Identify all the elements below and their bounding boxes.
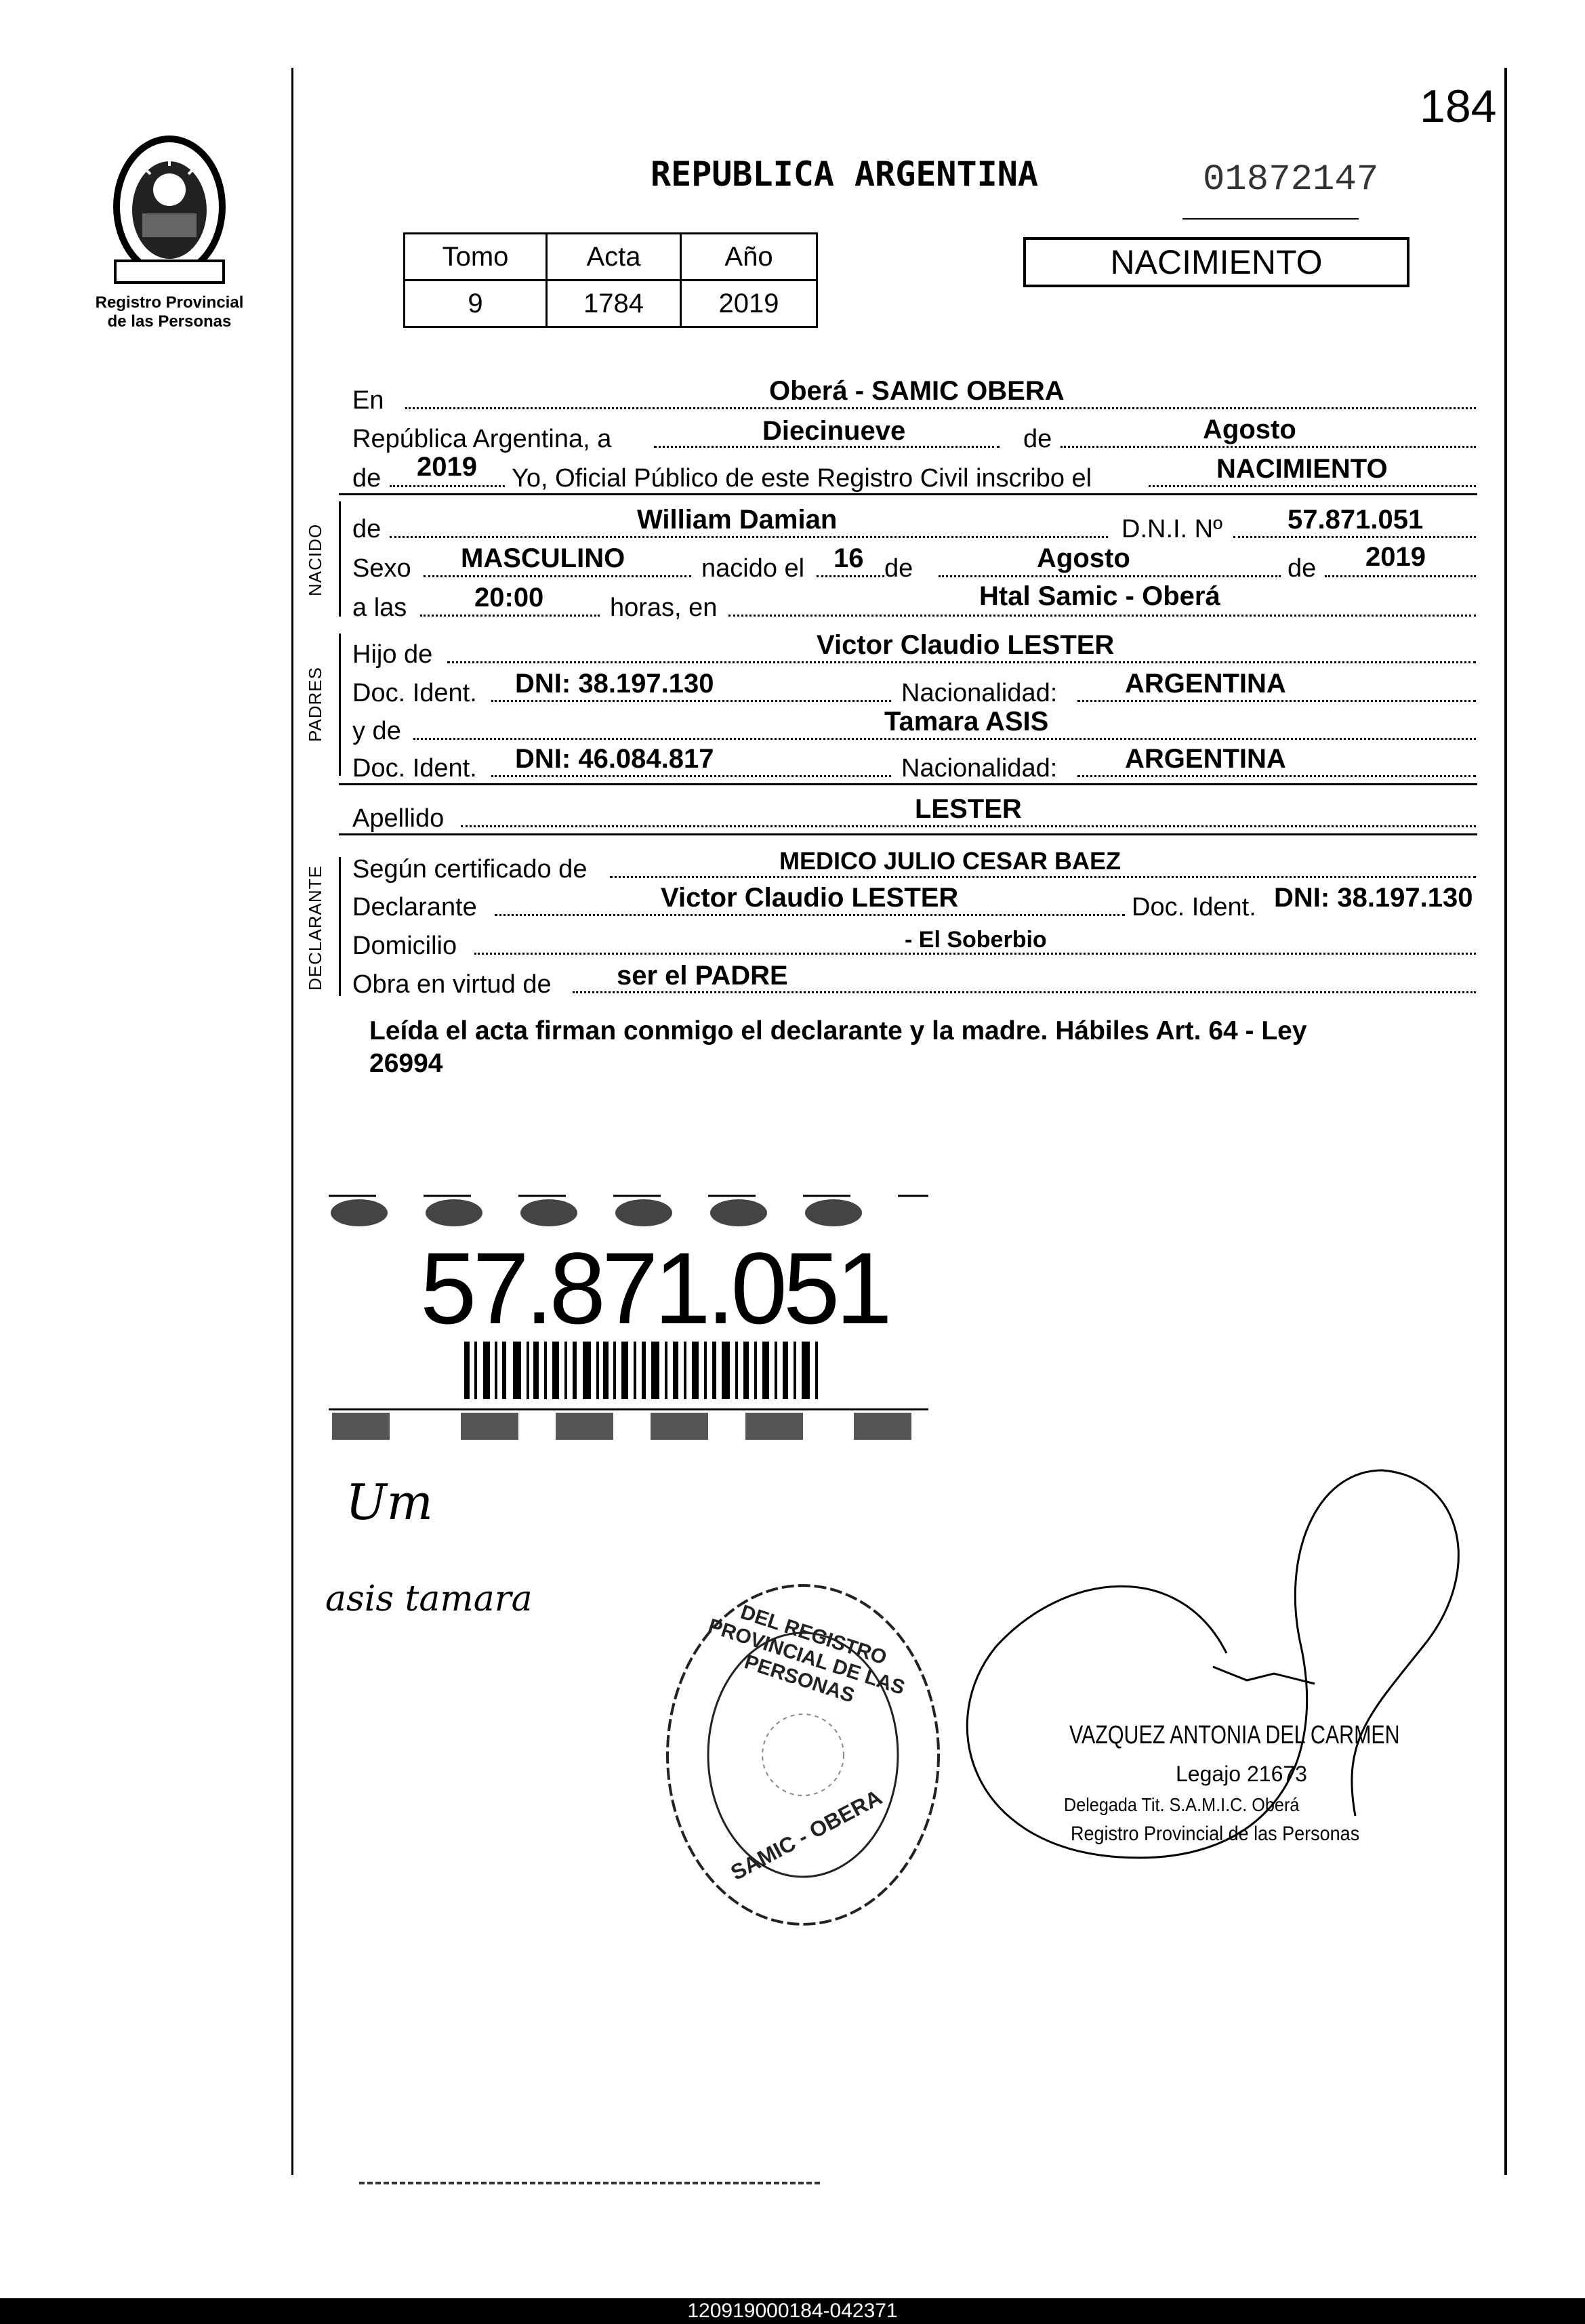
- born-de-label: de: [352, 515, 382, 543]
- declarante-bracket: [339, 857, 341, 996]
- record-type-box: NACIMIENTO: [1023, 237, 1409, 287]
- born-day: 16: [833, 543, 864, 573]
- mother-nat-label: Nacionalidad:: [901, 754, 1058, 783]
- acta-header: Acta: [547, 234, 681, 281]
- declarant-dots: [495, 914, 1125, 916]
- born-month-dots: [939, 575, 1281, 577]
- anio-value: 2019: [681, 281, 817, 327]
- month-dots: [1061, 446, 1476, 448]
- acts-label: Obra en virtud de: [352, 970, 552, 999]
- dni-label: D.N.I. Nº: [1121, 515, 1222, 543]
- cert-value: MEDICO JULIO CESAR BAEZ: [779, 847, 1121, 875]
- tomo-header: Tomo: [405, 234, 547, 281]
- year-value: 2019: [417, 452, 477, 482]
- father-value: Victor Claudio LESTER: [817, 630, 1115, 660]
- section-divider-3: [339, 833, 1477, 835]
- padres-bracket: [339, 634, 341, 776]
- father-dots: [447, 661, 1476, 663]
- record-value: NACIMIENTO: [1216, 454, 1388, 484]
- volume-table: [403, 232, 818, 328]
- en-value: Oberá - SAMIC OBERA: [769, 376, 1065, 406]
- name-value: William Damian: [637, 505, 838, 535]
- declarant-label: Declarante: [352, 893, 477, 921]
- page-number: 184: [1420, 81, 1497, 132]
- father-doc-label: Doc. Ident.: [352, 679, 477, 707]
- father-nat-dots: [1077, 700, 1476, 702]
- padres-side-label: PADRES: [305, 667, 325, 742]
- father-nat: ARGENTINA: [1125, 669, 1286, 699]
- handwritten-signature-2: asis tamara: [325, 1579, 533, 1619]
- sticker-dni-number: 57.871.051: [420, 1231, 888, 1345]
- time-value: 20:00: [474, 583, 544, 613]
- section-divider-1: [339, 493, 1477, 495]
- name-dots: [390, 536, 1108, 538]
- republic-label: República Argentina, a: [352, 425, 612, 453]
- declarant-doc-label: Doc. Ident.: [1132, 893, 1256, 921]
- surname-dots: [461, 825, 1476, 827]
- father-doc: DNI: 38.197.130: [515, 669, 714, 699]
- surname-label: Apellido: [352, 804, 445, 833]
- born-label: nacido el: [701, 554, 805, 583]
- document-title: REPUBLICA ARGENTINA: [651, 154, 1038, 194]
- mother-value: Tamara ASIS: [884, 707, 1049, 736]
- born-day-dots: [817, 575, 884, 577]
- year-prefix: de: [352, 464, 382, 493]
- year-dots: [390, 485, 505, 487]
- and-label: y de: [352, 717, 401, 745]
- bottom-dash-line: [359, 2182, 820, 2184]
- logo-caption: [81, 293, 258, 331]
- acts-value: ser el PADRE: [617, 961, 788, 991]
- place-value: Htal Samic - Oberá: [979, 581, 1220, 611]
- cert-label: Según certificado de: [352, 855, 588, 884]
- mother-dots: [413, 738, 1476, 740]
- footer-code: 120919000184-042371: [687, 2300, 898, 2322]
- serial-underline: [1182, 218, 1359, 220]
- nacido-side-label: NACIDO: [305, 523, 325, 596]
- born-year: 2019: [1365, 542, 1426, 572]
- en-label: En: [352, 386, 384, 415]
- born-month: Agosto: [1037, 543, 1130, 573]
- de-label: de: [1023, 425, 1052, 453]
- father-doc-dots: [491, 700, 891, 702]
- mother-nat-dots: [1077, 775, 1476, 777]
- official-registry: Registro Provincial de las Personas: [1071, 1823, 1360, 1845]
- anio-header: Año: [681, 234, 817, 281]
- declarant-value: Victor Claudio LESTER: [661, 883, 959, 913]
- handwritten-signature-1: Um: [346, 1474, 433, 1531]
- mother-nat: ARGENTINA: [1125, 744, 1286, 774]
- sex-value: MASCULINO: [461, 543, 625, 573]
- section-divider-2: [339, 783, 1477, 785]
- born-de-label-2: de: [884, 554, 913, 583]
- place-dots: [728, 615, 1476, 617]
- hours-label: horas, en: [610, 594, 718, 622]
- tomo-value: 9: [405, 281, 547, 327]
- stamp-ring-text: DEL REGISTRO PROVINCIAL DE LAS PERSONAS: [705, 1600, 908, 1707]
- closing-line-1: Leída el acta firman conmigo el declarante y la madre. Hábiles Art. 64 - Ley: [369, 1016, 1307, 1045]
- nacido-bracket: [339, 501, 341, 617]
- domicile-value: - El Soberbio: [905, 927, 1047, 953]
- official-legajo: Legajo 21673: [1176, 1762, 1307, 1786]
- official-name: VAZQUEZ ANTONIA DEL CARMEN: [1069, 1721, 1400, 1749]
- en-dots: [405, 407, 1476, 409]
- declarante-side-label: DECLARANTE: [305, 865, 325, 991]
- dni-value: 57.871.051: [1288, 505, 1424, 535]
- cert-dots: [610, 876, 1476, 878]
- sex-label: Sexo: [352, 554, 411, 583]
- serial-number: 01872147: [1203, 159, 1379, 201]
- domicile-label: Domicilio: [352, 932, 457, 960]
- time-dots: [420, 615, 600, 617]
- month-value: Agosto: [1203, 415, 1296, 444]
- born-de-label-3: de: [1288, 554, 1317, 583]
- mother-doc: DNI: 46.084.817: [515, 744, 714, 774]
- province-logo: [102, 132, 237, 291]
- logo-caption-line1: Registro Provincial: [95, 293, 244, 312]
- day-value: Diecinueve: [762, 416, 906, 446]
- mother-doc-dots: [491, 775, 891, 777]
- closing-line-2: 26994: [369, 1049, 443, 1078]
- time-label: a las: [352, 594, 407, 622]
- sex-dots: [424, 575, 691, 577]
- son-label: Hijo de: [352, 640, 433, 669]
- left-margin-line: [291, 68, 293, 2175]
- mother-doc-label: Doc. Ident.: [352, 754, 477, 783]
- logo-caption-line2: de las Personas: [107, 312, 232, 331]
- record-dots: [1149, 485, 1476, 487]
- stamp-inner-text: SAMIC - OBERA: [726, 1785, 886, 1885]
- registrar-text: Yo, Oficial Público de este Registro Civil inscribo el: [512, 464, 1092, 493]
- acta-value: 1784: [547, 281, 681, 327]
- right-margin-line: [1504, 68, 1507, 2175]
- father-nat-label: Nacionalidad:: [901, 679, 1058, 707]
- born-year-dots: [1325, 575, 1476, 577]
- surname-value: LESTER: [915, 794, 1022, 824]
- official-role: Delegada Tit. S.A.M.I.C. Oberá: [1064, 1794, 1300, 1815]
- acts-dots: [573, 991, 1476, 993]
- declarant-doc: DNI: 38.197.130: [1274, 883, 1473, 913]
- dni-dots: [1233, 536, 1476, 538]
